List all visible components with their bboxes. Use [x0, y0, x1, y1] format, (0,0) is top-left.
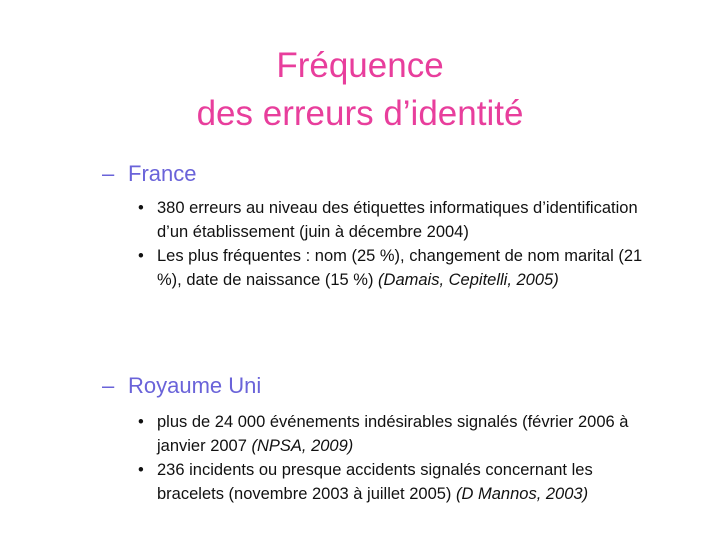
title-line-2: des erreurs d’identité	[196, 94, 524, 133]
bullet-text: Les plus fréquentes : nom (25 %), changement de nom marital (21 %), date de naissance (15 %)	[157, 247, 643, 289]
slide-title	[0, 42, 720, 138]
list-item	[138, 196, 657, 244]
bullet-citation: (NPSA, 2009)	[251, 437, 354, 455]
section-heading-france	[102, 160, 197, 188]
list-item	[138, 458, 657, 506]
bullet-text: 236 incidents ou presque accidents signalés concernant les bracelets (novembre 2003 à juillet 2005)	[157, 461, 593, 503]
section-heading-label: Royaume Uni	[128, 373, 262, 398]
bullet-text: 380 erreurs au niveau des étiquettes informatiques d’identification d’un établissement (juin à décembre 2004)	[157, 199, 638, 241]
section-heading-label: France	[128, 161, 197, 186]
bullet-marker: •	[138, 247, 144, 265]
dash-marker: –	[102, 373, 115, 398]
bullet-marker: •	[138, 413, 144, 431]
title-line-1: Fréquence	[276, 46, 444, 85]
bullet-citation: (Damais, Cepitelli, 2005)	[378, 271, 559, 289]
bullet-citation: (D Mannos, 2003)	[456, 485, 589, 503]
bullet-text: plus de 24 000 événements indésirables signalés (février 2006 à janvier 2007	[157, 413, 629, 455]
bullet-list-royaume-uni	[138, 410, 657, 506]
bullet-marker: •	[138, 461, 144, 479]
bullet-marker: •	[138, 199, 144, 217]
section-heading-royaume-uni	[102, 372, 262, 400]
list-item	[138, 410, 657, 458]
list-item	[138, 244, 657, 292]
bullet-list-france	[138, 196, 657, 292]
dash-marker: –	[102, 161, 115, 186]
